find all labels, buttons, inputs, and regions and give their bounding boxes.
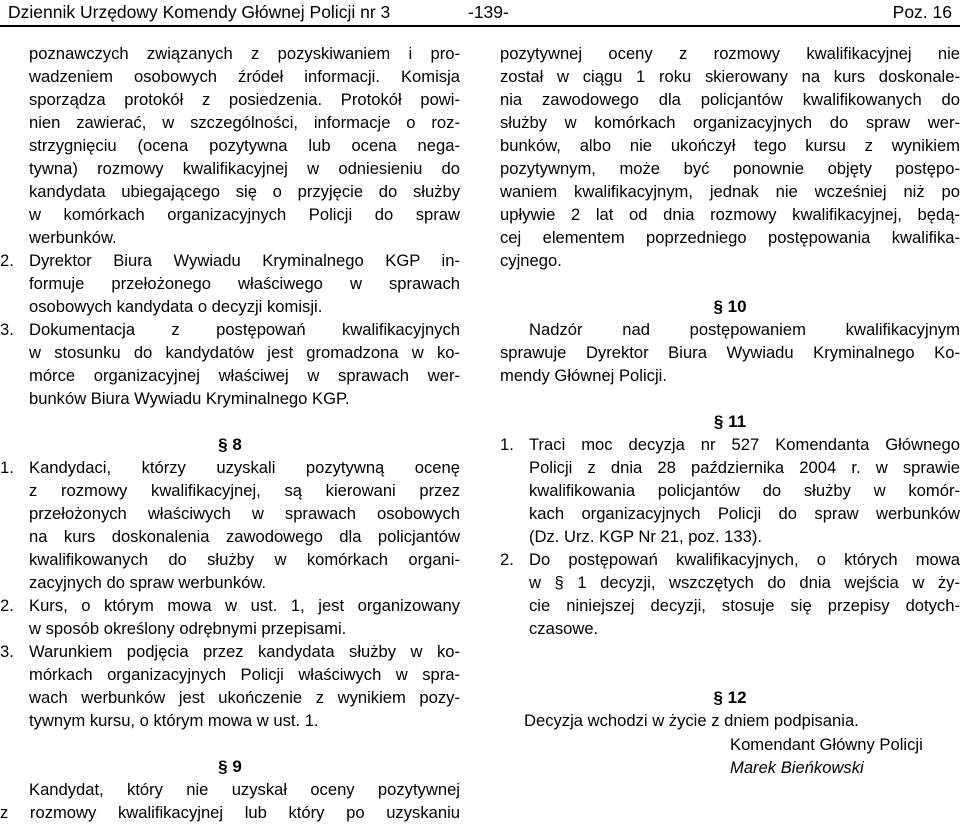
text-line: pozytywnym, może być ponownie objęty postępo-: [500, 159, 960, 178]
item-number: 3.: [0, 642, 14, 661]
text-line: Dyrektor Biura Wywiadu Kryminalnego KGP in-: [29, 251, 460, 270]
text-line: Traci moc decyzja nr 527 Komendanta Głównego: [529, 435, 960, 454]
section-11-item-2: [500, 548, 960, 640]
text-line: formuje przełożonego właściwego w sprawach: [29, 274, 460, 293]
text-line: sporządza protokół z posiedzenia. Protokół powi-: [29, 90, 460, 109]
position-number: Poz. 16: [892, 2, 952, 22]
item-number: 2.: [0, 251, 14, 270]
section-heading-11: § 11: [713, 412, 747, 431]
item-number: 1.: [500, 435, 514, 454]
text-line: na kurs doskonalenia zawodowego dla policjantów: [29, 527, 460, 546]
text-line: z rozmowy kwalifikacyjnej, są kierowani przez: [29, 481, 460, 500]
text-line: wach werbunków jest ukończenie z wynikiem pozy-: [29, 688, 460, 707]
item-number: 1.: [0, 458, 14, 477]
text-line: w § 1 decyzji, wszczętych do dnia wejścia w ży-: [529, 573, 960, 592]
text-line: poznawczych związanych z pozyskiwaniem i pro-: [29, 44, 460, 63]
text-line: cej elementem poprzedniego postępowania kwalifika-: [500, 228, 960, 247]
text-line: Nadzór nad postępowaniem kwalifikacyjnym: [529, 320, 960, 339]
text-line: (Dz. Urz. KGP Nr 21, poz. 133).: [529, 527, 763, 546]
item-number: 3.: [0, 320, 14, 339]
section-8-item-1: [0, 456, 460, 594]
text-line: Kandydat, który nie uzyskał oceny pozytywnej: [29, 780, 460, 799]
text-line: nien zawierać, w szczególności, informacje o roz-: [29, 113, 460, 132]
paragraph-2: [0, 249, 460, 318]
section-10-text: [500, 318, 960, 387]
section-11-item-1: [500, 433, 960, 548]
section-heading-10: § 10: [713, 297, 747, 316]
text-line: nia zawodowego dla policjantów kwalifikowanych do: [500, 90, 960, 109]
signatory-name: Marek Bieńkowski: [730, 758, 864, 777]
text-line: tywnym kursu, o którym mowa w ust. 1.: [29, 711, 319, 730]
text-line: waniem kwalifikacyjnym, jednak nie wcześniej niż po: [500, 182, 960, 201]
text-line: upływie 2 lat od dnia rozmowy kwalifikacyjnej, będą-: [500, 205, 960, 224]
text-line: w sposób określony odrębnymi przepisami.: [29, 619, 347, 638]
section-heading-12: § 12: [713, 688, 747, 707]
text-line: osobowych kandydata o decyzji komisji.: [29, 297, 323, 316]
text-line: bunków Biura Wywiadu Kryminalnego KGP.: [29, 389, 350, 408]
text-line: kwalifikowanych do służby w komórkach organi-: [29, 550, 460, 569]
journal-title: Dziennik Urzędowy Komendy Głównej Policji nr 3: [8, 2, 391, 22]
text-line: werbunków.: [29, 228, 117, 247]
text-line: Warunkiem podjęcia przez kandydata służby w ko-: [29, 642, 460, 661]
text-line: mórce organizacyjnej właściwej w sprawach wer-: [29, 366, 460, 385]
section-8-item-2: [0, 594, 460, 640]
text-line: Policji z dnia 28 października 2004 r. w sprawie: [529, 458, 960, 477]
text-line: tywna) rozmowy kwalifikacyjnej w odniesieniu do: [29, 159, 460, 178]
section-9-text: [0, 778, 460, 824]
page-number: -139-: [468, 2, 509, 22]
text-line: mórkach organizacyjnych Policji właściwych w spra-: [29, 665, 460, 684]
text-line: sprawuje Dyrektor Biura Wywiadu Kryminalnego Ko-: [500, 343, 960, 362]
text-line: cyjnego.: [500, 251, 562, 270]
text-line: czasowe.: [529, 619, 599, 638]
text-line: zacyjnych do spraw werbunków.: [29, 573, 267, 592]
section-heading-9: § 9: [218, 757, 242, 776]
text-line: przełożonych właściwych w sprawach osobowych: [29, 504, 460, 523]
text-line: z rozmowy kwalifikacyjnej lub który po uzyskaniu: [0, 803, 460, 822]
item-number: 2.: [0, 596, 14, 615]
text-line: został w ciągu 1 roku skierowany na kurs doskonale-: [500, 67, 960, 86]
signatory-title: Komendant Główny Policji: [730, 735, 923, 754]
header-rule: [0, 25, 960, 27]
right-column: [500, 42, 960, 732]
text-line: cie niniejszej decyzji, stosuje się przepisy dotych-: [529, 596, 960, 615]
text-line: bunków, albo nie ukończył tego kursu z wynikiem: [500, 136, 960, 155]
text-line: Decyzja wchodzi w życie z dniem podpisania.: [524, 711, 859, 730]
text-line: Kurs, o którym mowa w ust. 1, jest organizowany: [29, 596, 460, 615]
text-line: kandydata ubiegającego się o przyjęcie do służby: [29, 182, 460, 201]
text-line: Kandydaci, którzy uzyskali pozytywną ocenę: [29, 458, 460, 477]
text-line: w komórkach organizacyjnych Policji do spraw: [29, 205, 460, 224]
paragraph-3: [0, 318, 460, 410]
signature-block: [730, 733, 923, 779]
section-heading-8: § 8: [218, 435, 242, 454]
text-line: Do postępowań kwalifikacyjnych, o których mowa: [529, 550, 960, 569]
text-line: służby w komórkach organizacyjnych do spraw wer-: [500, 113, 960, 132]
text-line: pozytywnej oceny z rozmowy kwalifikacyjnej nie: [500, 44, 960, 63]
text-line: w stosunku do kandydatów jest gromadzona w ko-: [29, 343, 460, 362]
paragraph-1-continued: [0, 42, 460, 249]
left-column: [0, 42, 460, 824]
text-line: kwalifikowania policjantów do służby w komór-: [529, 481, 960, 500]
text-line: wadzeniem osobowych źródeł informacji. Komisja: [29, 67, 460, 86]
section-8-item-3: [0, 640, 460, 732]
text-line: mendy Głównej Policji.: [500, 366, 667, 385]
section-9-continued: [500, 42, 960, 272]
text-line: kach organizacyjnych Policji do spraw werbunków: [529, 504, 960, 523]
item-number: 2.: [500, 550, 514, 569]
text-line: Dokumentacja z postępowań kwalifikacyjnych: [29, 320, 460, 339]
text-line: strzygnięciu (ocena pozytywna lub ocena nega-: [29, 136, 460, 155]
